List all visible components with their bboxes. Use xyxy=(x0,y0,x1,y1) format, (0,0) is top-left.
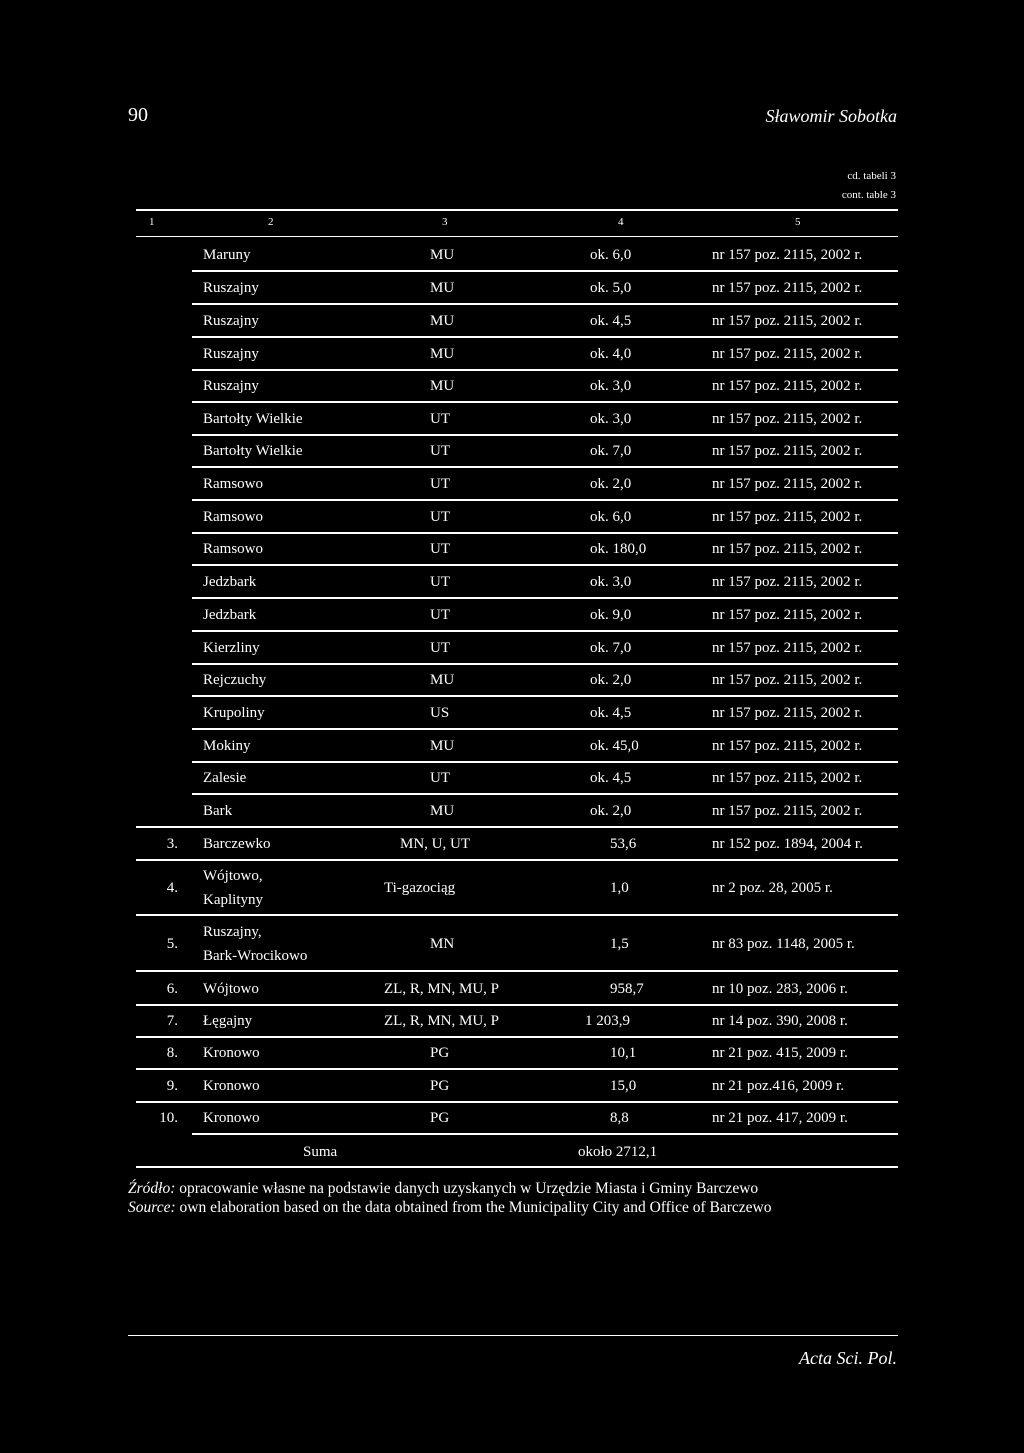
area-ha: ok. 3,0 xyxy=(590,574,632,590)
source-en xyxy=(128,1199,772,1217)
land-use: MU xyxy=(430,738,455,754)
area-ha: ok. 7,0 xyxy=(590,640,632,656)
place-name: Kronowo xyxy=(203,1045,260,1061)
place-name: Barczewko xyxy=(203,836,271,852)
resolution-ref: nr 157 poz. 2115, 2002 r. xyxy=(712,346,863,362)
resolution-ref: nr 157 poz. 2115, 2002 r. xyxy=(712,770,863,786)
place-name: Krupoliny xyxy=(203,705,265,721)
area-ha: 10,1 xyxy=(610,1045,637,1061)
row-rule xyxy=(136,1004,898,1006)
row-rule xyxy=(136,1068,898,1070)
resolution-ref: nr 157 poz. 2115, 2002 r. xyxy=(712,313,863,329)
place-name: Ruszajny xyxy=(203,378,259,394)
area-ha: ok. 4,5 xyxy=(590,770,632,786)
area-ha: ok. 45,0 xyxy=(590,738,639,754)
row-rule xyxy=(192,793,898,795)
land-use: MU xyxy=(430,672,455,688)
place-name-line2: Bark-Wrocikowo xyxy=(203,948,308,964)
land-use: PG xyxy=(430,1110,450,1126)
place-name: Wójtowo, xyxy=(203,868,263,884)
land-use: MN, U, UT xyxy=(400,836,470,852)
row-rule xyxy=(136,1101,898,1103)
row-rule xyxy=(136,1036,898,1038)
area-ha: ok. 3,0 xyxy=(590,411,632,427)
place-name: Kronowo xyxy=(203,1110,260,1126)
column-number-2: 2 xyxy=(268,216,274,228)
header-rule xyxy=(136,236,898,237)
place-name: Bartołty Wielkie xyxy=(203,443,303,459)
row-rule xyxy=(192,597,898,599)
resolution-ref: nr 152 poz. 1894, 2004 r. xyxy=(712,836,863,852)
source-en-label: Source: xyxy=(128,1199,176,1216)
row-rule xyxy=(192,532,898,534)
row-number: 8. xyxy=(166,1045,178,1061)
area-ha: ok. 2,0 xyxy=(590,672,632,688)
place-name: Ruszajny xyxy=(203,346,259,362)
land-use: UT xyxy=(430,476,450,492)
place-name-line2: Kaplityny xyxy=(203,892,263,908)
source-en-text: own elaboration based on the data obtained from the Municipality City and Office of Barczewo xyxy=(179,1199,772,1216)
area-ha: ok. 2,0 xyxy=(590,803,632,819)
source-pl-label: Źródło: xyxy=(128,1180,176,1197)
row-rule xyxy=(192,369,898,371)
row-rule xyxy=(192,466,898,468)
row-rule xyxy=(192,336,898,338)
land-use: MU xyxy=(430,378,455,394)
place-name: Ruszajny, xyxy=(203,924,262,940)
resolution-ref: nr 157 poz. 2115, 2002 r. xyxy=(712,476,863,492)
area-ha: ok. 3,0 xyxy=(590,378,632,394)
resolution-ref: nr 83 poz. 1148, 2005 r. xyxy=(712,936,855,952)
resolution-ref: nr 21 poz. 417, 2009 r. xyxy=(712,1110,848,1126)
column-number-4: 4 xyxy=(618,216,624,228)
land-use: PG xyxy=(430,1078,450,1094)
place-name: Jedzbark xyxy=(203,607,257,623)
footer-rule xyxy=(128,1335,898,1336)
table-bottom-rule xyxy=(136,1166,898,1168)
land-use: UT xyxy=(430,411,450,427)
resolution-ref: nr 157 poz. 2115, 2002 r. xyxy=(712,672,863,688)
resolution-ref: nr 14 poz. 390, 2008 r. xyxy=(712,1013,848,1029)
column-number-5: 5 xyxy=(795,216,801,228)
area-ha: 8,8 xyxy=(610,1110,629,1126)
land-use: MN xyxy=(430,936,455,952)
row-number: 5. xyxy=(166,936,178,952)
row-rule xyxy=(192,270,898,272)
sum-value: około 2712,1 xyxy=(578,1144,658,1160)
place-name: Ramsowo xyxy=(203,509,263,525)
source-pl xyxy=(128,1180,758,1198)
row-rule xyxy=(192,434,898,436)
running-head-author: Sławomir Sobotka xyxy=(765,106,897,126)
row-rule xyxy=(192,630,898,632)
area-ha: 1,0 xyxy=(610,880,629,896)
journal-name: Acta Sci. Pol. xyxy=(799,1348,897,1368)
land-use: MU xyxy=(430,803,455,819)
resolution-ref: nr 10 poz. 283, 2006 r. xyxy=(712,981,848,997)
column-number-1: 1 xyxy=(149,216,155,228)
land-use: UT xyxy=(430,574,450,590)
row-number: 9. xyxy=(166,1078,178,1094)
area-ha: ok. 4,0 xyxy=(590,346,632,362)
land-use: MU xyxy=(430,346,455,362)
resolution-ref: nr 21 poz.416, 2009 r. xyxy=(712,1078,845,1094)
place-name: Ruszajny xyxy=(203,280,259,296)
row-rule xyxy=(136,826,898,828)
table-top-rule xyxy=(136,209,898,211)
column-number-3: 3 xyxy=(442,216,448,228)
land-use: UT xyxy=(430,640,450,656)
row-number: 7. xyxy=(166,1013,178,1029)
source-pl-text: opracowanie własne na podstawie danych uzyskanych w Urzędzie Miasta i Gminy Barczewo xyxy=(179,1180,759,1197)
resolution-ref: nr 157 poz. 2115, 2002 r. xyxy=(712,705,863,721)
row-rule xyxy=(136,914,898,916)
row-number: 10. xyxy=(159,1110,178,1126)
area-ha: ok. 4,5 xyxy=(590,705,632,721)
resolution-ref: nr 157 poz. 2115, 2002 r. xyxy=(712,640,863,656)
resolution-ref: nr 157 poz. 2115, 2002 r. xyxy=(712,411,863,427)
row-rule xyxy=(192,564,898,566)
row-rule xyxy=(192,401,898,403)
area-ha: ok. 5,0 xyxy=(590,280,632,296)
resolution-ref: nr 157 poz. 2115, 2002 r. xyxy=(712,541,863,557)
land-use: MU xyxy=(430,280,455,296)
land-use: US xyxy=(430,705,450,721)
continuation-en: cont. table 3 xyxy=(841,189,896,201)
place-name: Bark xyxy=(203,803,233,819)
area-ha: ok. 9,0 xyxy=(590,607,632,623)
sum-label: Suma xyxy=(303,1144,338,1160)
place-name: Kronowo xyxy=(203,1078,260,1094)
land-use: UT xyxy=(430,770,450,786)
row-rule xyxy=(192,303,898,305)
row-rule xyxy=(192,761,898,763)
land-use: PG xyxy=(430,1045,450,1061)
place-name: Ruszajny xyxy=(203,313,259,329)
place-name: Ramsowo xyxy=(203,541,263,557)
row-rule xyxy=(192,695,898,697)
area-ha: ok. 6,0 xyxy=(590,247,632,263)
land-use: UT xyxy=(430,607,450,623)
place-name: Ramsowo xyxy=(203,476,263,492)
row-rule xyxy=(136,970,898,972)
row-rule xyxy=(192,728,898,730)
resolution-ref: nr 2 poz. 28, 2005 r. xyxy=(712,880,833,896)
place-name: Zalesie xyxy=(203,770,247,786)
area-ha: ok. 180,0 xyxy=(590,541,647,557)
place-name: Bartołty Wielkie xyxy=(203,411,303,427)
land-use: ZL, R, MN, MU, P xyxy=(384,981,500,997)
land-use: Ti-gazociąg xyxy=(384,880,456,896)
place-name: Kierzliny xyxy=(203,640,260,656)
place-name: Łęgajny xyxy=(203,1013,253,1029)
row-rule xyxy=(192,1133,898,1135)
continuation-pl: cd. tabeli 3 xyxy=(847,170,896,182)
resolution-ref: nr 157 poz. 2115, 2002 r. xyxy=(712,803,863,819)
place-name: Rejczuchy xyxy=(203,672,267,688)
resolution-ref: nr 157 poz. 2115, 2002 r. xyxy=(712,280,863,296)
row-number: 3. xyxy=(166,836,178,852)
place-name: Maruny xyxy=(203,247,251,263)
area-ha: ok. 7,0 xyxy=(590,443,632,459)
area-ha: ok. 6,0 xyxy=(590,509,632,525)
row-number: 6. xyxy=(166,981,178,997)
land-use: UT xyxy=(430,509,450,525)
land-use: ZL, R, MN, MU, P xyxy=(384,1013,500,1029)
page-number: 90 xyxy=(128,104,148,126)
row-rule xyxy=(192,663,898,665)
land-use: MU xyxy=(430,247,455,263)
area-ha: 958,7 xyxy=(610,981,644,997)
resolution-ref: nr 157 poz. 2115, 2002 r. xyxy=(712,247,863,263)
land-use: UT xyxy=(430,541,450,557)
resolution-ref: nr 157 poz. 2115, 2002 r. xyxy=(712,607,863,623)
resolution-ref: nr 157 poz. 2115, 2002 r. xyxy=(712,574,863,590)
resolution-ref: nr 157 poz. 2115, 2002 r. xyxy=(712,378,863,394)
row-number: 4. xyxy=(166,880,178,896)
row-rule xyxy=(136,859,898,861)
place-name: Mokiny xyxy=(203,738,251,754)
resolution-ref: nr 157 poz. 2115, 2002 r. xyxy=(712,738,863,754)
area-ha: 1 203,9 xyxy=(585,1013,630,1029)
place-name: Jedzbark xyxy=(203,574,257,590)
area-ha: 53,6 xyxy=(610,836,637,852)
area-ha: 15,0 xyxy=(610,1078,637,1094)
place-name: Wójtowo xyxy=(203,981,259,997)
area-ha: ok. 4,5 xyxy=(590,313,632,329)
area-ha: 1,5 xyxy=(610,936,629,952)
row-rule xyxy=(192,499,898,501)
resolution-ref: nr 157 poz. 2115, 2002 r. xyxy=(712,509,863,525)
land-use: UT xyxy=(430,443,450,459)
land-use: MU xyxy=(430,313,455,329)
resolution-ref: nr 157 poz. 2115, 2002 r. xyxy=(712,443,863,459)
area-ha: ok. 2,0 xyxy=(590,476,632,492)
resolution-ref: nr 21 poz. 415, 2009 r. xyxy=(712,1045,848,1061)
